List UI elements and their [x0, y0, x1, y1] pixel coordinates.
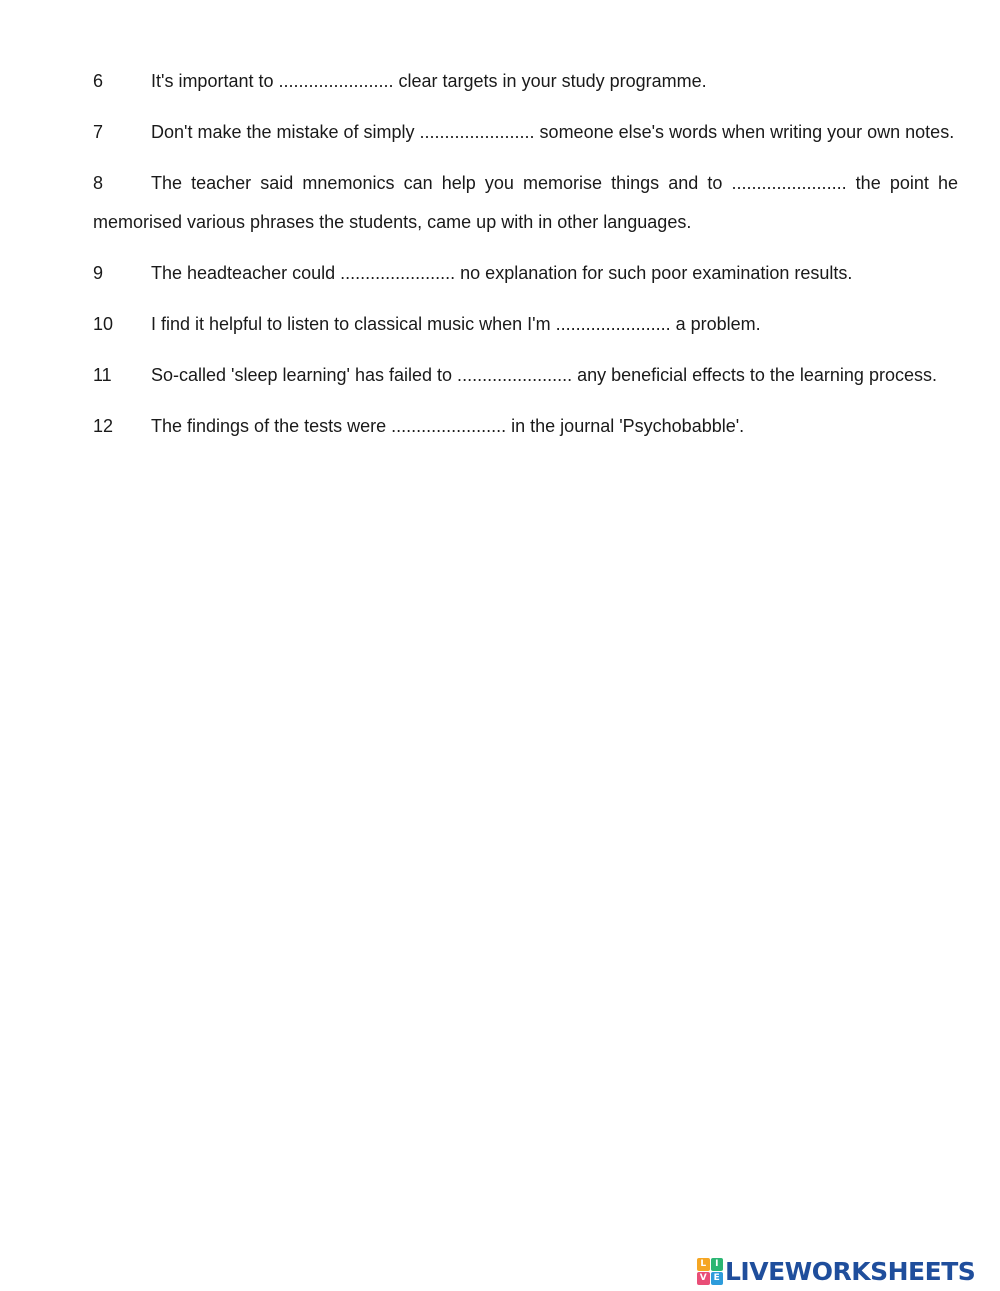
question-12	[93, 407, 958, 446]
question-text: I find it helpful to listen to classical music when I'm ....................... a problem.	[151, 314, 761, 334]
question-text: It's important to ....................... clear targets in your study programme.	[151, 71, 707, 91]
question-text: The findings of the tests were ....................... in the journal 'Psychobabble'.	[151, 416, 745, 436]
question-number: 7	[93, 122, 104, 142]
question-number: 11	[93, 365, 112, 385]
question-number: 10	[93, 314, 114, 334]
question-number: 6	[93, 71, 104, 91]
question-7	[93, 113, 958, 152]
question-number: 12	[93, 416, 114, 436]
question-number: 9	[93, 263, 104, 283]
question-11	[93, 356, 958, 395]
liveworksheets-logo[interactable]	[697, 1255, 975, 1287]
question-text: The teacher said mnemonics can help you memorise things and to ....................... the point he memorised various phrases the students, came up with in other languages.	[93, 173, 958, 232]
question-9	[93, 254, 958, 293]
badge-letter-v: V	[697, 1272, 710, 1285]
question-text: Don't make the mistake of simply ....................... someone else's words when writing your own notes.	[151, 122, 955, 142]
question-10	[93, 305, 958, 344]
badge-letter-e: E	[711, 1272, 724, 1285]
worksheet	[93, 62, 958, 458]
question-8	[93, 164, 958, 242]
badge-letter-i: I	[711, 1258, 724, 1271]
question-text: The headteacher could ....................... no explanation for such poor examination results.	[151, 263, 853, 283]
live-badge-icon	[697, 1258, 723, 1285]
question-6	[93, 62, 958, 101]
question-text: So-called 'sleep learning' has failed to ....................... any beneficial effects to the learning process.	[151, 365, 937, 385]
logo-text: LIVEWORKSHEETS	[725, 1256, 976, 1286]
badge-letter-l: L	[697, 1258, 710, 1271]
question-number: 8	[93, 173, 104, 193]
